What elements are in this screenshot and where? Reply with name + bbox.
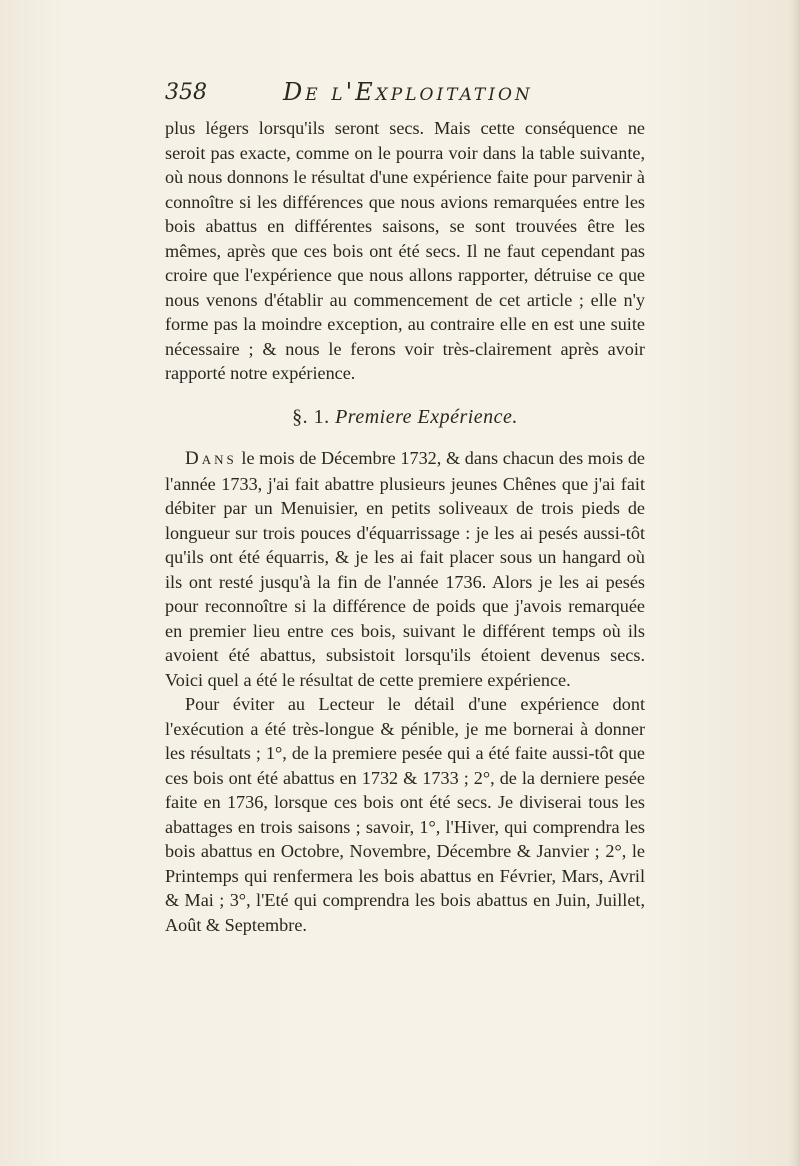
page-edge-shadow (788, 0, 800, 1166)
body-paragraph-experiment (165, 446, 645, 692)
page-number: 358 (165, 80, 207, 105)
section-title: Premiere Expérience. (335, 405, 518, 428)
paragraph-text: le mois de Décembre 1732, & dans chacun des mois de l'année 1733, j'ai fait abattre plusieurs jeunes Chênes que j'ai fait débiter par un Menuisier, en petits soliveaux de trois pieds de longueur sur trois pouces d'équarrissage : je les ai pesés aussi-tôt qu'ils ont été équarris, & je les ai fait placer sous un hangard où ils ont resté jusqu'à la fin de l'année 1736. Alors je les ai pesés pour reconnoître si la différence de poids que j'avois remarquée en premier lieu entre ces bois, suivant le différent temps où ils avoient été abattus, subsistoit lorsqu'ils étoient devenus secs. Voici quel a été le résultat de cette premiere expérience. (165, 448, 645, 690)
page-header (165, 78, 645, 110)
body-paragraph-results: Pour éviter au Lecteur le détail d'une expérience dont l'exécution a été très-longue & pénible, je me bornerai à donner les résultats ; 1°, de la premiere pesée qui a été faite aussi-tôt que ces bois ont été abattus en 1732 & 1733 ; 2°, de la derniere pesée faite en 1736, lorsque ces bois ont été secs. Je diviserai tous les abattages en trois saisons ; savoir, 1°, l'Hiver, qui comprendra les bois abattus en Octobre, Novembre, Décembre & Janvier ; 2°, le Printemps qui renfermera les bois abattus en Février, Mars, Avril & Mai ; 3°, l'Eté qui comprendra les bois abattus en Juin, Juillet, Août & Septembre. (165, 694, 645, 935)
page-body (165, 116, 645, 937)
lead-word: Dans (185, 448, 237, 469)
body-paragraph-continuation: plus légers lorsqu'ils seront secs. Mais cette conséquence ne seroit pas exacte, comme on le pourra voir dans la table suivante, où nous donnons le résultat d'une expérience faite pour parvenir à connoître si les différences que nous avions remarquées entre les bois abattus en différentes saisons, se sont trouvées être les mêmes, après que ces bois ont été secs. Il ne faut cependant pas croire que l'expérience que nous allons rapporter, détruise ce que nous venons d'établir au commencement de cet article ; elle n'y forme pas la moindre exception, au contraire elle en est une suite nécessaire ; & nous le ferons voir très-clairement après avoir rapporté notre expérience. (165, 118, 645, 383)
running-title: De l'Exploitation (283, 78, 533, 106)
section-number: §. 1. (292, 405, 330, 428)
section-heading (165, 405, 645, 430)
